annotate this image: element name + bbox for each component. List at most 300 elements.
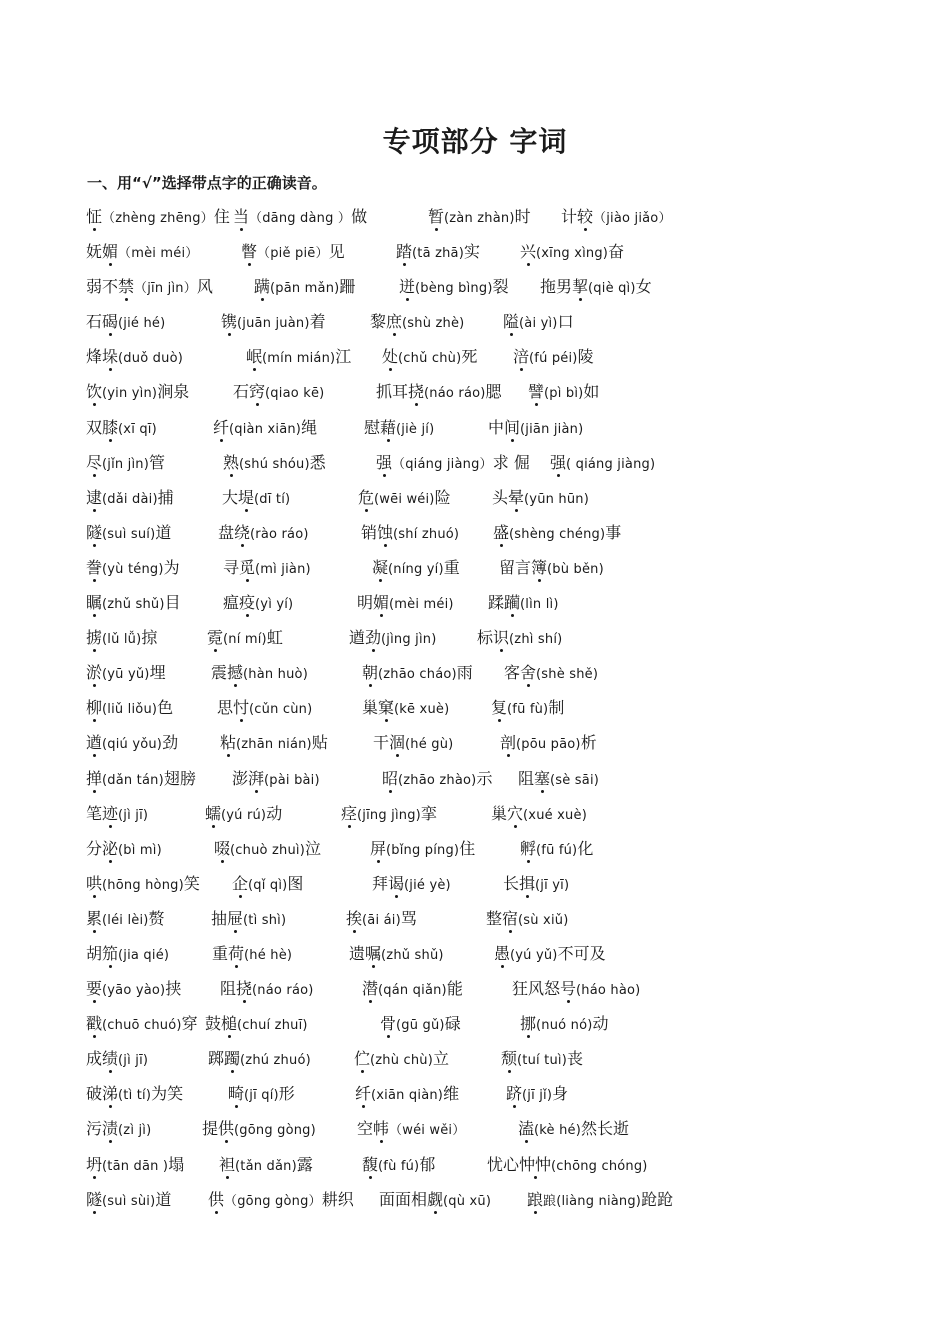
dotted-character: 蠕 (205, 803, 222, 823)
word-suffix: 为 (163, 557, 180, 577)
dotted-character: 宿 (502, 908, 519, 928)
exercise-item (346, 908, 417, 932)
dotted-character: 隧 (86, 1189, 103, 1209)
pinyin-options: (háo hào) (576, 983, 641, 999)
dotted-character: 跻 (506, 1084, 523, 1104)
pinyin-options: （zhèng zhēng） (102, 211, 214, 226)
exercise-item (494, 943, 606, 967)
exercise-item (518, 768, 599, 792)
dotted-character: 纤 (355, 1084, 372, 1104)
pinyin-options: （jiào jiǎo） (593, 211, 672, 226)
dotted-character: 愚 (494, 943, 511, 963)
pinyin-options: (zhāo cháo) (378, 667, 457, 683)
dotted-character: 暂 (428, 207, 445, 226)
word-prefix: 干 (373, 733, 390, 753)
dotted-character: 累 (86, 908, 103, 928)
pinyin-options: (jīng jìng) (357, 807, 421, 823)
pinyin-options: (dǎn tán) (102, 772, 164, 788)
pinyin-options: (jiān jiàn) (520, 421, 584, 437)
pinyin-options: (mì jiàn) (255, 561, 311, 577)
word-suffix: 跄跄 (641, 1189, 674, 1209)
exercise-item (86, 1083, 183, 1107)
dotted-character: 躏 (504, 593, 521, 613)
dotted-character: 挈 (572, 277, 589, 297)
pinyin-options: (níng yí) (388, 561, 444, 577)
pinyin-options: （gōng gòng） (224, 1193, 322, 1209)
word-prefix: 双 (86, 417, 103, 437)
dotted-character: 要 (86, 979, 103, 999)
word-suffix: 碌 (444, 1014, 461, 1034)
dotted-character: 识 (493, 628, 510, 648)
word-suffix: 管 (149, 452, 166, 472)
word-prefix: 石 (233, 382, 250, 402)
exercise-item (86, 417, 157, 441)
word-suffix: 翅膀 (163, 768, 196, 788)
dotted-character: 踉 (527, 1189, 544, 1209)
exercise-item (501, 1048, 583, 1072)
word-suffix: 陵 (577, 347, 594, 367)
dotted-character: 笳 (102, 943, 119, 963)
dotted-character: 尽 (86, 452, 103, 472)
exercise-item (86, 838, 162, 862)
exercise-row (86, 204, 926, 239)
exercise-row (86, 625, 926, 660)
pinyin-options: (rào ráo) (250, 526, 309, 542)
exercise-item (488, 592, 559, 616)
word-suffix: 事 (605, 522, 622, 542)
exercise-item (520, 838, 593, 862)
dotted-character: 掳 (86, 628, 103, 648)
pinyin-options: (cǔn cùn) (249, 702, 313, 718)
word-prefix: 阻 (518, 768, 535, 788)
word-prefix: 成 (86, 1049, 103, 1069)
dotted-character: 涪 (513, 347, 530, 367)
dotted-character: 譬 (528, 382, 545, 402)
pinyin-options: (yāo yào) (102, 983, 166, 999)
exercise-item (492, 487, 589, 511)
dotted-character: 遒 (86, 733, 103, 753)
word-suffix: 色 (157, 698, 174, 718)
pinyin-options: (bù běn) (547, 561, 604, 577)
exercise-item (86, 1048, 148, 1072)
exercise-item (373, 732, 453, 756)
exercise-row (86, 730, 926, 765)
pinyin-options: (hàn huò) (243, 667, 308, 683)
word-prefix: 鼓 (205, 1014, 222, 1034)
pinyin-options: (āi ái) (362, 912, 401, 928)
word-prefix: 遒 (349, 628, 366, 648)
exercise-item (500, 732, 597, 756)
word-suffix: 赘 (148, 908, 165, 928)
exercise-item (379, 1189, 491, 1213)
pinyin-options: (suì suí) (102, 526, 156, 542)
dotted-character: 间 (504, 417, 521, 437)
dotted-character: 哄 (86, 873, 103, 893)
exercise-item (428, 206, 531, 230)
dotted-character: 孵 (520, 838, 537, 858)
word-suffix: 险 (434, 487, 451, 507)
word-prefix: 慰 (364, 417, 381, 437)
exercise-item (246, 346, 351, 370)
exercise-item (232, 768, 320, 792)
dotted-character: 危 (358, 487, 375, 507)
dotted-character: 屏 (370, 838, 387, 858)
exercise-item (205, 803, 282, 827)
dotted-character: 企 (232, 873, 249, 893)
dotted-character: 劲 (365, 628, 382, 648)
pinyin-options: (fū fú) (536, 842, 578, 858)
exercise-item (341, 803, 437, 827)
word-suffix: 形 (278, 1084, 295, 1104)
exercise-item (357, 592, 454, 616)
pinyin-options: (xiān qiàn) (371, 1088, 444, 1104)
exercise-item (208, 1189, 354, 1213)
word-prefix: 烽 (86, 347, 103, 367)
word-prefix: 面面相 (379, 1189, 428, 1209)
exercise-item (223, 592, 293, 616)
exercise-row (86, 1046, 926, 1081)
word-prefix: 重 (212, 943, 229, 963)
exercise-row (86, 344, 926, 379)
exercise-item (219, 1154, 313, 1178)
dotted-character: 挨 (346, 908, 363, 928)
pinyin-options: (hōng hòng) (102, 877, 184, 893)
word-suffix: 图 (287, 873, 304, 893)
word-suffix: 析 (580, 733, 597, 753)
dotted-character: 绕 (234, 522, 251, 542)
pinyin-options: (tān dān ) (102, 1158, 169, 1174)
dotted-character: 屉 (227, 908, 244, 928)
pinyin-options: (kè hé) (534, 1123, 581, 1139)
dotted-character: 湃 (248, 768, 265, 788)
exercise-item (86, 732, 178, 756)
dotted-character: 坍 (86, 1154, 103, 1174)
pinyin-options: (yú rú) (221, 807, 267, 823)
exercise-item (217, 697, 312, 721)
word-prefix: 震 (211, 663, 228, 683)
word-prefix: 污 (86, 1119, 103, 1139)
exercise-row (86, 1152, 926, 1187)
exercise-row (86, 450, 926, 485)
word-suffix: 求 倔 (492, 452, 530, 472)
exercise-row (86, 1187, 926, 1222)
pinyin-options: (jìng jìn) (381, 632, 437, 648)
dotted-character: 挠 (408, 382, 425, 402)
exercise-item (382, 768, 492, 792)
word-suffix: 道 (155, 522, 172, 542)
exercise-item (506, 1083, 568, 1107)
exercise-item (486, 908, 568, 932)
pinyin-options: (jia qié) (118, 947, 170, 963)
word-suffix: 雨 (456, 663, 473, 683)
pinyin-options: (chuō chuó) (102, 1018, 182, 1034)
pinyin-options: (pì bì) (544, 386, 584, 402)
exercise-item (86, 241, 199, 265)
word-suffix: 埋 (149, 663, 166, 683)
dotted-character: 觅 (239, 557, 256, 577)
exercise-item (355, 1083, 459, 1107)
exercise-item (399, 276, 509, 300)
word-prefix: 瘟 (223, 593, 240, 613)
dotted-character: 觑 (427, 1189, 444, 1209)
pinyin-options: (nuó nó) (536, 1018, 593, 1034)
word-suffix: 劲 (162, 733, 179, 753)
word-suffix: 笑 (183, 873, 200, 893)
dotted-character: 处 (382, 347, 399, 367)
pinyin-options: (jié yè) (404, 877, 451, 893)
word-prefix: 巢 (362, 698, 379, 718)
exercise-item (491, 803, 587, 827)
pinyin-options: (tǎn dǎn) (235, 1158, 297, 1174)
pinyin-options: (fú péi) (529, 351, 578, 367)
pinyin-options: (xīng xìng) (536, 246, 609, 262)
pinyin-options: (yù téng) (102, 561, 164, 577)
dotted-character: 逮 (86, 487, 103, 507)
pinyin-options: (qǐ qì) (248, 877, 288, 893)
word-prefix: 大 (222, 487, 239, 507)
word-suffix: 丧 (567, 1049, 584, 1069)
exercise-item (362, 662, 473, 686)
pinyin-options: (zhāo zhào) (398, 772, 477, 788)
word-suffix: 绳 (301, 417, 318, 437)
dotted-character: 饮 (86, 382, 103, 402)
word-suffix: 郁 (419, 1154, 436, 1174)
pinyin-options: (qù xū) (443, 1193, 492, 1209)
pinyin-options: (zì jì) (118, 1123, 152, 1139)
pinyin-options: (zhǔ shǔ) (102, 597, 165, 613)
pinyin-options: (tā zhā) (412, 246, 464, 262)
pinyin-options: （jīn jìn） (134, 281, 197, 297)
dotted-character: 掸 (86, 768, 103, 788)
word-suffix: 风 (196, 277, 213, 297)
pinyin-options: (lǔ lǚ) (102, 632, 142, 648)
exercise-row (86, 415, 926, 450)
exercise-item (499, 557, 604, 581)
exercise-item (376, 452, 530, 476)
exercise-item (228, 1083, 295, 1107)
pinyin-options: (lìn lì) (520, 597, 559, 613)
exercise-item (220, 732, 328, 756)
word-suffix: 挟 (165, 979, 182, 999)
dotted-character: 号 (560, 979, 577, 999)
exercise-item (86, 697, 173, 721)
exercise-item (213, 417, 317, 441)
dotted-character: 馥 (362, 1154, 379, 1174)
dotted-character: 垛 (102, 347, 119, 367)
exercise-item (561, 206, 672, 230)
pinyin-options: (chuò zhuì) (230, 842, 305, 858)
word-suffix: 不可及 (557, 943, 606, 963)
pinyin-options: (tuí tuì) (517, 1053, 567, 1069)
word-suffix: 动 (592, 1014, 609, 1034)
pinyin-options: (tì shì) (243, 912, 287, 928)
dotted-character: 碣 (102, 312, 119, 332)
exercise-item (221, 311, 326, 335)
pinyin-options: (kē xuè) (394, 702, 450, 718)
word-suffix: 重 (443, 557, 460, 577)
word-suffix: 江 (335, 347, 352, 367)
word-suffix: 住 (459, 838, 476, 858)
pinyin-options: (tì tí) (118, 1088, 152, 1104)
exercise-item (550, 452, 655, 476)
word-suffix: 死 (461, 347, 478, 367)
dotted-character: 窍 (249, 382, 266, 402)
word-suffix: 化 (577, 838, 594, 858)
word-suffix: 虹 (266, 628, 283, 648)
pinyin-options: (jǐn jìn) (102, 456, 150, 472)
exercise-item (488, 417, 583, 441)
pinyin-options: (dǎi dài) (102, 491, 158, 507)
word-prefix: 胡 (86, 943, 103, 963)
exercise-item (86, 627, 157, 651)
exercise-item (370, 838, 475, 862)
pinyin-options: (jié hé) (118, 316, 166, 332)
exercise-row (86, 555, 926, 590)
word-prefix: 中 (488, 417, 505, 437)
word-prefix: 蹂 (488, 593, 505, 613)
pinyin-options: (hé gù) (405, 737, 454, 753)
dotted-character: 渍 (102, 1119, 119, 1139)
dotted-character: 媚 (373, 593, 390, 613)
pinyin-options: (pài bài) (264, 772, 320, 788)
pinyin-options: (juān juàn) (237, 316, 310, 332)
dotted-character: 堤 (238, 487, 255, 507)
exercise-item (372, 557, 460, 581)
word-prefix: 黎 (370, 312, 387, 332)
word-prefix: 澎 (232, 768, 249, 788)
exercise-item (233, 381, 324, 405)
pinyin-options: (shú shóu) (239, 456, 310, 472)
pinyin-options: （piě piē） (257, 246, 329, 262)
dotted-character: 霓 (207, 628, 224, 648)
dotted-character: 晕 (508, 487, 525, 507)
word-suffix: 跚 (339, 277, 356, 297)
exercise-item (86, 978, 181, 1002)
exercise-item (223, 452, 326, 476)
pinyin-options: (qiú yǒu) (102, 737, 163, 753)
word-suffix: 立 (433, 1049, 450, 1069)
dotted-character: 舍 (520, 663, 537, 683)
exercise-item (513, 346, 594, 370)
pinyin-options: (fū fù) (507, 702, 549, 718)
dotted-character: 瞩 (86, 593, 103, 613)
pinyin-options: (xué xuè) (523, 807, 587, 823)
page-title: 专项部分 字词 (382, 125, 568, 158)
exercise-row (86, 309, 926, 344)
exercise-row (86, 1116, 926, 1151)
word-prefix: 阻 (220, 979, 237, 999)
exercise-item (220, 978, 314, 1002)
exercise-item (223, 557, 311, 581)
pinyin-options: (jì jī) (118, 1053, 149, 1069)
word-prefix: 寻 (223, 557, 240, 577)
dotted-character: 槌 (221, 1014, 238, 1034)
dotted-character: 挪 (520, 1014, 537, 1034)
dotted-character: 瞥 (241, 242, 258, 262)
exercise-item (86, 768, 196, 792)
pinyin-options: 踉(liàng niàng) (543, 1193, 642, 1209)
exercise-item (207, 627, 283, 651)
exercise-item (358, 487, 451, 511)
word-suffix: 掠 (141, 628, 158, 648)
exercise-item (232, 873, 303, 897)
exercise-item (86, 487, 174, 511)
pinyin-options: (qiao kē) (265, 386, 325, 402)
word-suffix: 泣 (305, 838, 322, 858)
exercise-item (86, 522, 171, 546)
dotted-character: 强 (550, 452, 567, 472)
word-suffix: 挛 (420, 803, 437, 823)
pinyin-options: (yin yìn) (102, 386, 158, 402)
exercise-item (357, 1118, 465, 1142)
exercise-item (211, 662, 308, 686)
pinyin-options: (qiè qì) (588, 281, 636, 297)
dotted-character: 禁 (118, 277, 135, 297)
dotted-character: 当 (233, 207, 250, 226)
dotted-character: 兴 (520, 242, 537, 262)
dotted-character: 戳 (86, 1014, 103, 1034)
word-suffix: 住 (213, 207, 230, 226)
dotted-character: 绩 (102, 1049, 119, 1069)
dotted-character: 朝 (362, 663, 379, 683)
exercise-item (504, 662, 598, 686)
word-prefix: 遗 (349, 943, 366, 963)
word-suffix: 能 (446, 979, 463, 999)
dotted-character: 藉 (380, 417, 397, 437)
pinyin-options: (náo ráo) (252, 983, 314, 999)
pinyin-options: （mèi méi） (118, 246, 199, 262)
exercise-list (86, 204, 926, 1222)
dotted-character: 袒 (219, 1154, 236, 1174)
pinyin-options: (shí zhuó) (393, 526, 460, 542)
exercise-item (503, 873, 569, 897)
dotted-character: 挠 (236, 979, 253, 999)
pinyin-options: (qiàn xiān) (229, 421, 302, 437)
pinyin-options: (fù fú) (378, 1158, 420, 1174)
pinyin-options: (léi lèi) (102, 912, 149, 928)
pinyin-options: (bǐng píng) (386, 842, 460, 858)
pinyin-options: (zhù chù) (370, 1053, 434, 1069)
word-prefix: 弱不 (86, 277, 119, 297)
dotted-character: 强 (376, 452, 393, 472)
word-suffix: 目 (164, 593, 181, 613)
dotted-character: 较 (577, 207, 594, 226)
dotted-character: 涕 (102, 1084, 119, 1104)
exercise-item (491, 697, 564, 721)
exercise-item (540, 276, 652, 300)
word-prefix: 踯 (208, 1049, 225, 1069)
exercise-item (211, 908, 286, 932)
pinyin-options: (pān mǎn) (270, 281, 340, 297)
pinyin-options: (yì yí) (255, 597, 294, 613)
exercise-item (518, 1118, 629, 1142)
word-prefix: 石 (86, 312, 103, 332)
pinyin-options: (shù zhè) (402, 316, 465, 332)
pinyin-options: (ní mí) (223, 632, 267, 648)
word-prefix: 空 (357, 1119, 374, 1139)
word-suffix: 女 (635, 277, 652, 297)
exercise-item (86, 943, 169, 967)
exercise-item (86, 206, 230, 230)
dotted-character: 忖 (233, 698, 250, 718)
exercise-item (86, 1189, 171, 1213)
word-prefix: 销 (361, 522, 378, 542)
exercise-row (86, 660, 926, 695)
exercise-row (86, 379, 926, 414)
pinyin-options: (dī tí) (254, 491, 291, 507)
word-prefix: 标 (477, 628, 494, 648)
exercise-row (86, 976, 926, 1011)
